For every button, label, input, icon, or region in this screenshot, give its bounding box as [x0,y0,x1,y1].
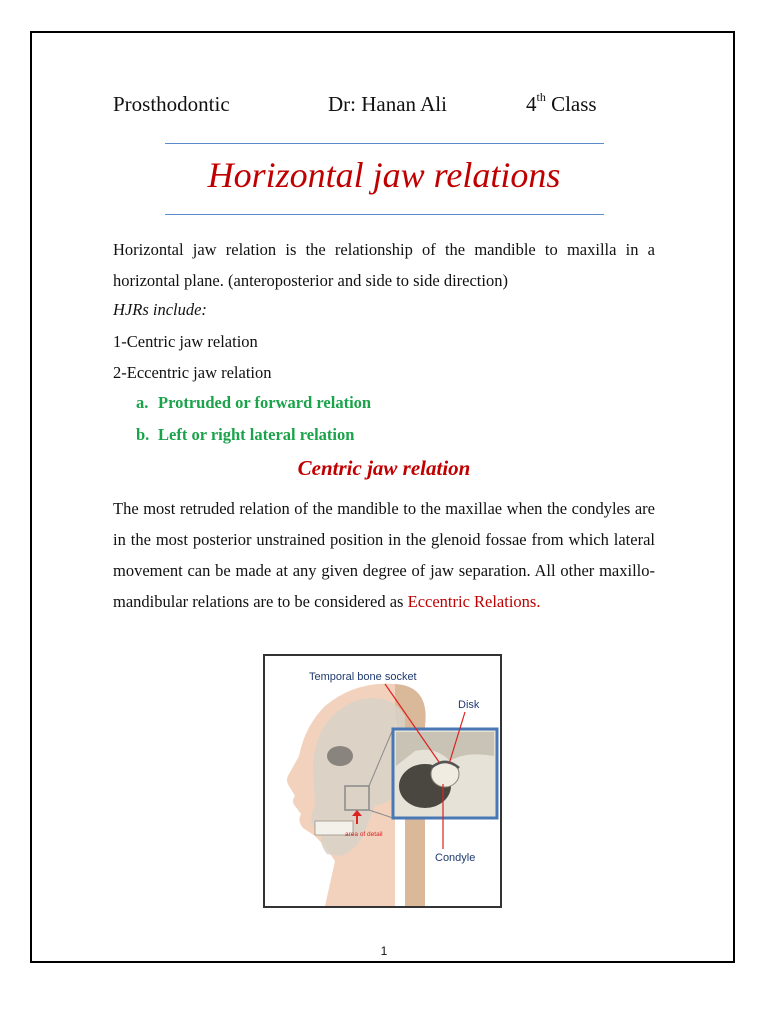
page-title: Horizontal jaw relations [207,155,561,195]
hjr-heading: HJRs include: [113,300,207,319]
label-disk: Disk [458,699,480,711]
sub-item-text: Left or right lateral relation [158,425,355,444]
sub-item-protruded [136,393,371,413]
label-condyle: Condyle [435,852,476,864]
class-number: 4 [526,92,537,116]
list-item-centric: 1-Centric jaw relation [113,332,258,351]
eye-socket-shape [327,746,353,766]
tmj-illustration [265,656,500,906]
class-suffix: th [536,90,546,104]
sub-item-text: Protruded or forward relation [158,393,372,412]
label-temporal-socket: Temporal bone socket [309,671,417,683]
sub-item-lateral [136,425,354,445]
header-author: Dr: Hanan Ali [328,92,447,116]
title-rule-top [165,143,604,144]
header-subject: Prosthodontic [113,92,230,116]
definition-paragraph [113,493,655,617]
definition-text: The most retruded relation of the mandible to the maxillae when the condyles are in the most posterior unstrained position in the glenoid fossae from which lateral movement can be made at any given degree of jaw separation. All other maxillo-mandibular relations are to be considered as [113,499,655,611]
page-number: 1 [380,944,388,958]
sub-item-marker: b. [136,425,150,444]
intro-paragraph: Horizontal jaw relation is the relationship of the mandible to maxilla in a horizontal plane. (anteroposterior and side to side direction) [113,240,655,290]
sub-item-marker: a. [136,393,149,412]
section-heading: Centric jaw relation [297,456,471,480]
definition-highlight: Eccentric Relations. [407,592,541,611]
tmj-figure [263,654,502,908]
header-class [526,92,597,117]
title-rule-bottom [165,214,604,215]
detail-label: area of detail [345,831,383,838]
class-label: Class [551,92,597,116]
list-item-eccentric: 2-Eccentric jaw relation [113,363,272,382]
